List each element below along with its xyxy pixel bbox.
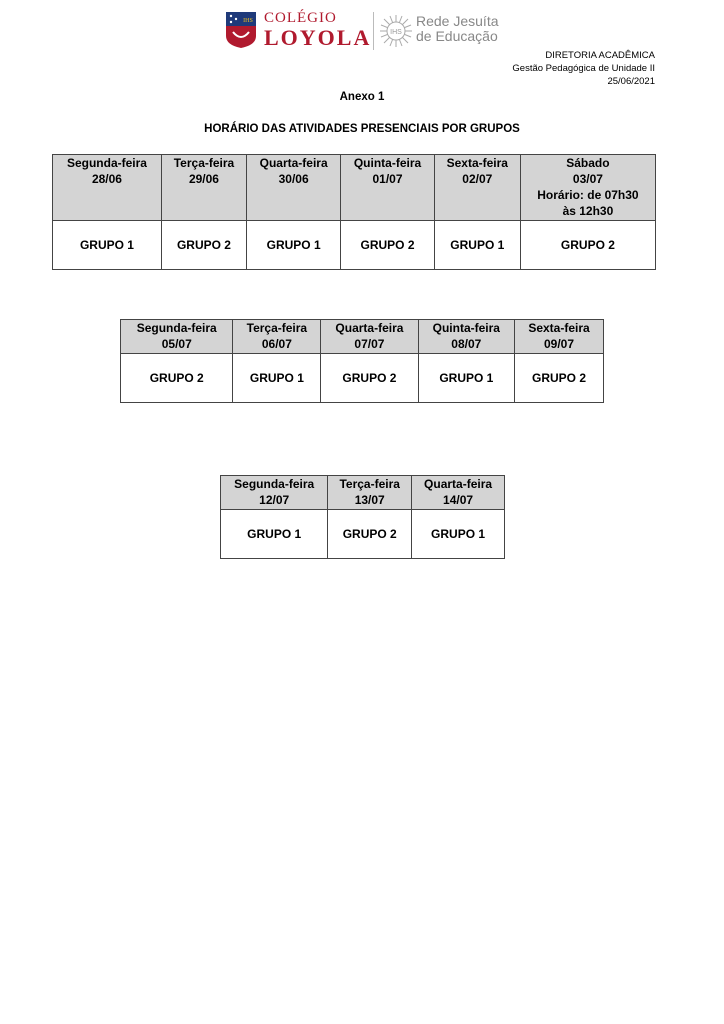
rede-jesuita-sun-icon	[379, 14, 413, 48]
table-row	[53, 221, 656, 270]
header-cell: Quinta-feira 08/07	[418, 320, 514, 354]
group-cell: GRUPO 2	[328, 510, 412, 559]
group-cell: GRUPO 1	[53, 221, 162, 270]
schedule-table-week3	[220, 475, 505, 559]
group-cell: GRUPO 2	[161, 221, 246, 270]
header-cell: Terça-feira 13/07	[328, 476, 412, 510]
schedule-table-week1	[52, 154, 656, 270]
shield-ihs-text: IHS	[243, 18, 253, 24]
header-cell: Quarta-feira 30/06	[247, 155, 341, 221]
header-cell: Quarta-feira 14/07	[412, 476, 505, 510]
group-cell: GRUPO 2	[341, 221, 434, 270]
header-cell: Sexta-feira 09/07	[515, 320, 604, 354]
header-cell: Sexta-feira 02/07	[434, 155, 520, 221]
header-logo	[226, 10, 506, 54]
header-cell: Segunda-feira 28/06	[53, 155, 162, 221]
document-title: HORÁRIO DAS ATIVIDADES PRESENCIAIS POR GRUPOS	[204, 123, 520, 135]
table-header-row	[221, 476, 505, 510]
table-row	[121, 354, 604, 403]
department: Gestão Pedagógica de Unidade II	[512, 63, 655, 74]
header-cell: Quarta-feira 07/07	[321, 320, 418, 354]
document-date: 25/06/2021	[607, 76, 655, 87]
header-cell: Terça-feira 06/07	[233, 320, 321, 354]
table-row	[221, 510, 505, 559]
colegio-shield-icon	[226, 12, 256, 48]
group-cell: GRUPO 2	[121, 354, 233, 403]
schedule-table-week2	[120, 319, 604, 403]
loyola-text: LOYOLA	[264, 25, 372, 50]
header-cell: Segunda-feira 05/07	[121, 320, 233, 354]
table-header-row	[121, 320, 604, 354]
sun-ihs-text: IHS	[390, 29, 402, 36]
annex-label: Anexo 1	[339, 91, 385, 103]
header-cell: Quinta-feira 01/07	[341, 155, 434, 221]
directorate: DIRETORIA ACADÊMICA	[545, 50, 655, 61]
group-cell: GRUPO 1	[221, 510, 328, 559]
header-info	[512, 49, 655, 88]
header-cell: Terça-feira 29/06	[161, 155, 246, 221]
group-cell: GRUPO 2	[515, 354, 604, 403]
logo-divider	[373, 12, 374, 50]
rede-line2: de Educação	[416, 28, 498, 44]
group-cell: GRUPO 1	[434, 221, 520, 270]
header-cell: Segunda-feira 12/07	[221, 476, 328, 510]
group-cell: GRUPO 1	[233, 354, 321, 403]
group-cell: GRUPO 1	[418, 354, 514, 403]
colegio-text: COLÉGIO	[264, 10, 337, 26]
table-header-row	[53, 155, 656, 221]
group-cell: GRUPO 2	[321, 354, 418, 403]
group-cell: GRUPO 1	[412, 510, 505, 559]
group-cell: GRUPO 1	[247, 221, 341, 270]
group-cell: GRUPO 2	[520, 221, 655, 270]
header-cell-saturday: Sábado 03/07 Horário: de 07h30 às 12h30	[520, 155, 655, 221]
rede-line1: Rede Jesuíta	[416, 13, 499, 29]
